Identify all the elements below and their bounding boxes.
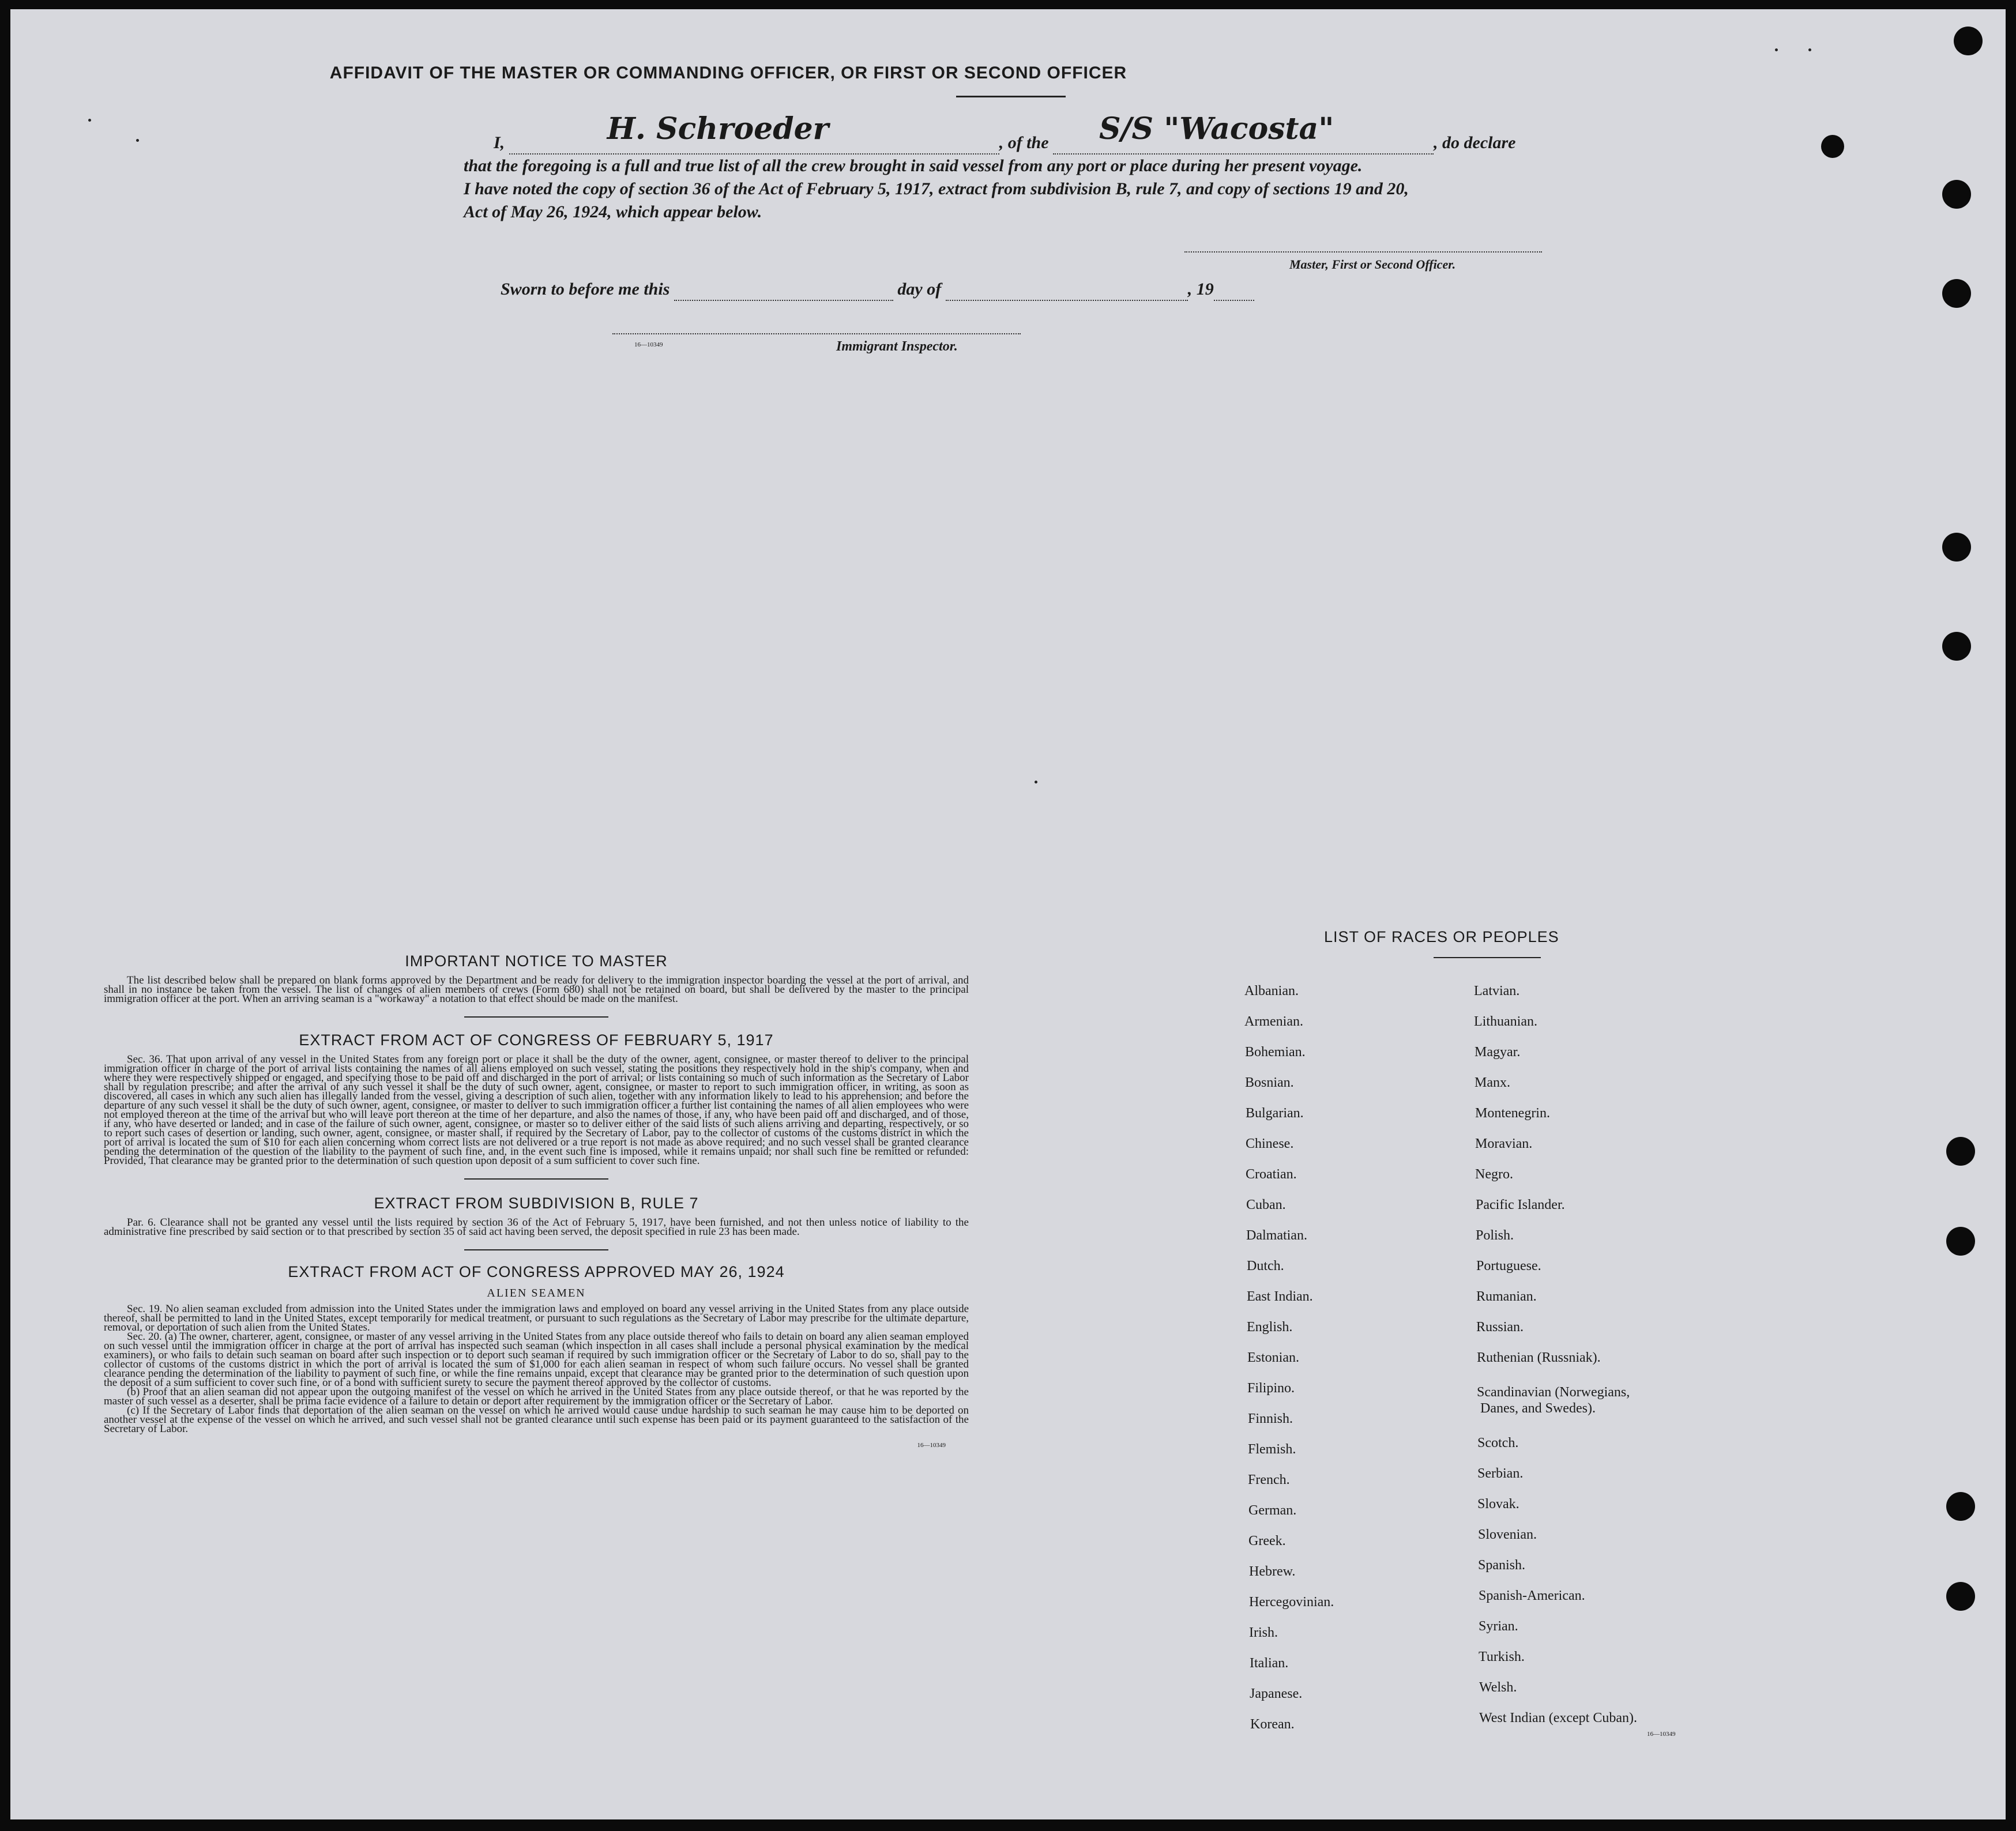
extract-1924-subtitle: ALIEN SEAMEN (487, 1287, 586, 1299)
extract-1924-sec19: Sec. 19. No alien seaman excluded from admission into the United States under the immigration laws and employed on board any vessel arriving in the United States from any place outside thereof, shall be permitted to land in the United States, except temporarily for medical treatment, or pursuant to such regulations as the Secretary of Labor may prescribe for the ultimate departure, removal, or deportation of such alien from the United States. (104, 1303, 969, 1333)
extract-rule7-title: EXTRACT FROM SUBDIVISION B, RULE 7 (374, 1195, 699, 1212)
day-of-label: day of (897, 280, 942, 299)
master-signature-caption: Master, First or Second Officer. (1289, 257, 1456, 272)
race-item: Polish. (1476, 1228, 1514, 1243)
race-item: Korean. (1250, 1717, 1295, 1732)
race-item: Flemish. (1248, 1442, 1296, 1457)
vessel-field[interactable] (1053, 111, 1434, 155)
race-item: Slovak. (1477, 1497, 1519, 1512)
race-item: West Indian (except Cuban). (1479, 1711, 1637, 1725)
race-item: Cuban. (1246, 1197, 1286, 1212)
race-item: Hercegovinian. (1249, 1595, 1334, 1610)
punch-hole (1942, 279, 1971, 308)
sworn-month-field[interactable] (946, 282, 1188, 301)
notice-rule (464, 1016, 608, 1018)
sworn-label: Sworn to before me this (501, 280, 670, 299)
sworn-line (501, 278, 1308, 301)
races-rule (1434, 957, 1541, 958)
race-item: Estonian. (1247, 1350, 1299, 1365)
race-item: Hebrew. (1249, 1564, 1296, 1579)
race-item: Italian. (1250, 1656, 1289, 1671)
declaration-line-1: that the foregoing is a full and true list of all the crew brought in said vessel from any port or place during her present voyage. (464, 156, 1363, 175)
race-item: Bosnian. (1245, 1075, 1294, 1090)
declaration-line (494, 111, 1578, 155)
form-page (10, 9, 2006, 1819)
speck (1035, 781, 1037, 783)
declaration-line-3: Act of May 26, 1924, which appear below. (464, 202, 762, 221)
race-item: Negro. (1475, 1167, 1513, 1182)
races-title: LIST OF RACES OR PEOPLES (1324, 928, 1559, 945)
punch-hole (1954, 27, 1983, 55)
race-item: Filipino. (1247, 1381, 1295, 1396)
race-item: Croatian. (1246, 1167, 1297, 1182)
form-number-top: 16—10349 (634, 341, 663, 348)
race-item: Chinese. (1246, 1136, 1294, 1151)
master-name-field[interactable] (509, 111, 999, 155)
punch-hole (1942, 632, 1971, 661)
race-item: Manx. (1475, 1075, 1510, 1090)
master-signature-line[interactable] (1184, 251, 1542, 253)
extract-1917-title: EXTRACT FROM ACT OF CONGRESS OF FEBRUARY 5, 1917 (299, 1031, 774, 1049)
race-item: English. (1247, 1320, 1293, 1335)
race-item: Lithuanian. (1474, 1014, 1537, 1029)
race-item: Welsh. (1479, 1680, 1517, 1695)
declaration-line-2: I have noted the copy of section 36 of the Act of February 5, 1917, extract from subdivision B, rule 7, and copy of sections 19 and 20, (464, 179, 1409, 198)
race-item: Pacific Islander. (1476, 1197, 1565, 1212)
declaration-body (464, 155, 1582, 224)
race-item: Finnish. (1248, 1411, 1293, 1426)
race-item: Syrian. (1479, 1619, 1518, 1634)
punch-hole (1946, 1137, 1975, 1166)
extract-rule7-rule (464, 1249, 608, 1250)
race-item: Rumanian. (1476, 1289, 1537, 1304)
race-item: Moravian. (1475, 1136, 1533, 1151)
race-item: Spanish. (1478, 1558, 1526, 1573)
extract-1924-title: EXTRACT FROM ACT OF CONGRESS APPROVED MAY 26, 1924 (288, 1263, 785, 1280)
race-item: Bohemian. (1245, 1045, 1306, 1060)
race-item: Portuguese. (1476, 1259, 1541, 1274)
declaration-i: I, (494, 133, 505, 152)
extract-1917-rule (464, 1178, 608, 1180)
speck (1775, 48, 1778, 51)
of-the-label: , of the (999, 133, 1049, 152)
race-item: German. (1248, 1503, 1297, 1518)
sworn-year-field[interactable] (1214, 282, 1254, 301)
inspector-signature-line[interactable] (612, 333, 1021, 334)
master-name-handwriting: H. Schroeder (607, 111, 829, 146)
race-item: Spanish-American. (1479, 1588, 1585, 1603)
race-item: Irish. (1249, 1625, 1278, 1640)
race-item: Bulgarian. (1246, 1106, 1304, 1121)
race-item: French. (1248, 1472, 1290, 1487)
race-item: Armenian. (1244, 1014, 1303, 1029)
speck (136, 139, 139, 142)
race-item: Russian. (1476, 1320, 1524, 1335)
year-label: , 19 (1187, 280, 1214, 299)
extract-1917-text: Sec. 36. That upon arrival of any vessel in the United States from any foreign port or place it shall be the duty of the owner, agent, consignee, or master thereof to deliver to the principal immigration officer in charge of the port of arrival lists containing the names of all aliens employed on such vessel, stating the positions they respectively hold in the ship's company, when and where they were respectively shipped or engaged, and specifying those to be paid off and discharged in the port of arrival; or lists containing so much of such information as the Secretary of Labor shall by regulation prescribe; and after the arrival of any such vessel it shall be the duty of such owner, agent, consignee, or master to report to such immigration officer, in writing, as soon as discovered, all cases in which any such alien has illegally landed from the vessel, giving a description of such alien, together with any information likely to lead to his apprehension; and before the departure of any such vessel it shall be the duty of such owner, agent, consignee, or master to deliver to such immigration officer a further list containing the names of all alien employees who were not employed thereon at the time of the arrival but who will leave port thereon at the time of her departure, and also the names of those, if any, who have been paid off and discharged, and of those, if any, who have deserted or landed; and in case of the failure of such owner, agent, consignee, or master so to deliver either of the said lists of such aliens arriving and departing, respectively, or so to report such cases of desertion or landing, such owner, agent, consignee, or master shall, if required by the Secretary of Labor, pay to the collector of customs of the customs district in which the port of arrival is located the sum of $10 for each alien concerning whom correct lists are not delivered or a true report is not made as above required; and no such vessel shall be granted clearance pending the determination of the question of the liability to the payment of such fine, and, in the event such fine is imposed, while it remains unpaid; nor shall such fine be remitted or refunded: Provided, That clearance may be granted prior to the determination of such question upon deposit of a sum sufficient to cover such fine. (104, 1053, 969, 1167)
punch-hole (1942, 180, 1971, 209)
race-item: Dutch. (1247, 1259, 1284, 1274)
extract-rule7-text: Par. 6. Clearance shall not be granted any vessel until the lists required by section 36 of the Act of February 5, 1917, have been furnished, and not then unless notice of liability to the administrative fine prescribed by said section or to that prescribed by section 35 of said act having been served, the deposit specified in rule 23 has been made. (104, 1216, 969, 1238)
punch-hole (1946, 1492, 1975, 1521)
extract-1924-sec20c: (c) If the Secretary of Labor finds that deportation of the alien seaman on the vessel on which he arrived would cause undue hardship to such seaman he may cause him to be deported on another vessel at the expense of the vessel on which he arrived, and such vessel shall not be granted clearance until such expense has been paid or its payment guaranteed to the satisfaction of the Secretary of Labor. (104, 1404, 969, 1435)
do-declare-label: , do declare (1434, 133, 1516, 152)
race-item: Albanian. (1244, 984, 1299, 999)
speck (88, 119, 91, 122)
race-item: Magyar. (1475, 1045, 1521, 1060)
notice-text: The list described below shall be prepared on blank forms approved by the Department and be ready for delivery to the immigration inspector boarding the vessel at the port of arrival, and shall in no instance be taken from the vessel. The list of changes of alien members of crews (Form 680) shall not be retained on board, but shall be delivered by the master to the principal immigration officer at the port. When an arriving seaman is a "workaway" a notation to that effect should be made on the manifest. (104, 974, 969, 1005)
vessel-handwriting: S/S "Wacosta" (1099, 111, 1334, 146)
title-rule (956, 96, 1066, 97)
punch-hole (1821, 135, 1844, 158)
sworn-day-field[interactable] (674, 282, 893, 301)
form-number-races: 16—10349 (1647, 1731, 1676, 1738)
race-item: Latvian. (1474, 984, 1520, 999)
race-item: Scandinavian (Norwegians, Danes, and Swedes). (1477, 1385, 1630, 1416)
punch-hole (1946, 1227, 1975, 1256)
race-item: Greek. (1248, 1534, 1286, 1549)
notice-title: IMPORTANT NOTICE TO MASTER (405, 952, 668, 970)
race-item: Slovenian. (1478, 1527, 1537, 1542)
race-item: Scotch. (1477, 1436, 1519, 1451)
race-item: Turkish. (1479, 1649, 1525, 1664)
race-item: East Indian. (1247, 1289, 1313, 1304)
punch-hole (1946, 1582, 1975, 1611)
notice-section (104, 952, 969, 1449)
race-item: Japanese. (1250, 1686, 1303, 1701)
race-item: Montenegrin. (1475, 1106, 1550, 1121)
race-item: Ruthenian (Russniak). (1477, 1350, 1601, 1365)
affidavit-title: AFFIDAVIT OF THE MASTER OR COMMANDING OFFICER, OR FIRST OR SECOND OFFICER (329, 63, 1127, 82)
punch-hole (1942, 533, 1971, 562)
speck (1808, 48, 1811, 51)
form-number-notice: 16—10349 (917, 1442, 946, 1449)
extract-1924-sec20b: (b) Proof that an alien seaman did not appear upon the outgoing manifest of the vessel on which he arrived in the United States from any place outside thereof, or that he was reported by the master of such vessel as a deserter, shall be prima facie evidence of a failure to detain or deport after requirement by the immigration officer or the Secretary of Labor. (104, 1386, 969, 1407)
inspector-caption: Immigrant Inspector. (836, 339, 958, 354)
race-item: Serbian. (1477, 1466, 1524, 1481)
race-item: Dalmatian. (1246, 1228, 1307, 1243)
extract-1924-sec20a: Sec. 20. (a) The owner, charterer, agent, consignee, or master of any vessel arriving in the United States from any place outside thereof who fails to detain on board any alien seaman employed on such vessel until the immigration officer in charge at the port of arrival has inspected such seaman (which inspection in all cases shall include a personal physical examination by the medical examiners), or who fails to detain such seaman on board after such inspection or to deport such seaman if required by such immigration officer or the Secretary of Labor to do so, shall pay to the collector of customs of the customs district in which the port of arrival is located the sum of $1,000 for each alien seaman in respect of whom such failure occurs. No vessel shall be granted clearance pending the determination of the liability to payment of such fine, or while the fine remains unpaid, except that clearance may be granted prior to the determination of such question upon the deposit of a sum sufficient to cover such fine, or of a bond with sufficient surety to secure the payment thereof approved by the collector of customs. (104, 1331, 969, 1389)
